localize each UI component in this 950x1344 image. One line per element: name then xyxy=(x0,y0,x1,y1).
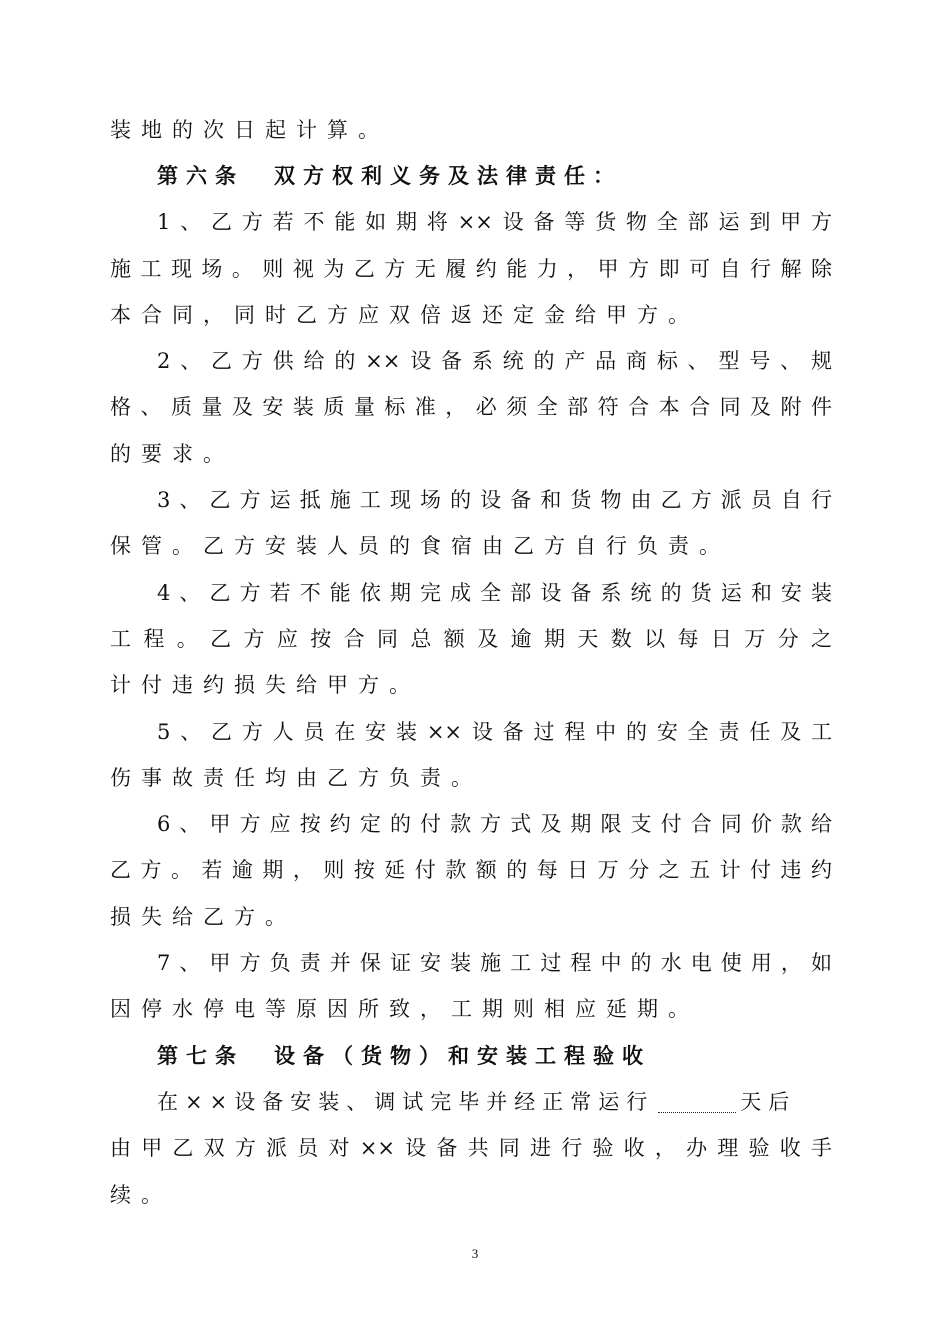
text-line: 的要求。 xyxy=(110,442,234,466)
text-line: 1、乙方若不能如期将××设备等货物全部运到甲方 xyxy=(157,210,832,234)
text-line: 本合同，同时乙方应双倍返还定金给甲方。 xyxy=(110,303,699,327)
page-number: 3 xyxy=(471,1246,479,1261)
article-number: 第六条 xyxy=(157,163,244,188)
text-line: 由甲乙双方派员对××设备共同进行验收，办理验收手 xyxy=(110,1136,832,1160)
text-line: 工程。乙方应按合同总额及逾期天数以每日万分之 xyxy=(110,627,832,651)
text-line: 6、甲方应按约定的付款方式及期限支付合同价款给 xyxy=(157,812,832,836)
text-line: 3、乙方运抵施工现场的设备和货物由乙方派员自行 xyxy=(157,488,832,512)
text-line: 7、甲方负责并保证安装施工过程中的水电使用，如 xyxy=(157,951,832,975)
text-line: 4、乙方若不能依期完成全部设备系统的货运和安装 xyxy=(157,581,832,605)
text-line: 格、质量及安装质量标准，必须全部符合本合同及附件 xyxy=(110,395,832,419)
acceptance-text-before: 在××设备安装、调试完毕并经正常运行 xyxy=(157,1090,655,1114)
article-title: 设备（货物）和安装工程验收 xyxy=(274,1043,651,1068)
text-line: 施工现场。则视为乙方无履约能力，甲方即可自行解除 xyxy=(110,257,832,281)
article-title: 双方权利义务及法律责任： xyxy=(274,163,622,188)
text-line: 保管。乙方安装人员的食宿由乙方自行负责。 xyxy=(110,534,730,558)
text-line: 损失给乙方。 xyxy=(110,905,296,929)
text-line: 伤事故责任均由乙方负责。 xyxy=(110,766,482,790)
fill-in-blank[interactable] xyxy=(658,1090,736,1113)
text-line: 2、乙方供给的××设备系统的产品商标、型号、规 xyxy=(157,349,832,373)
text-line: 乙方。若逾期，则按延付款额的每日万分之五计付违约 xyxy=(110,858,832,882)
text-line: 5、乙方人员在安装××设备过程中的安全责任及工 xyxy=(157,720,832,744)
text-line: 续。 xyxy=(110,1183,172,1207)
article-number: 第七条 xyxy=(157,1043,244,1068)
text-line: 装地的次日起计算。 xyxy=(110,118,389,142)
article-7-heading xyxy=(157,1039,832,1073)
acceptance-text-after: 天后 xyxy=(740,1090,797,1114)
text-line: 因停水停电等原因所致，工期则相应延期。 xyxy=(110,997,699,1021)
article-6-heading xyxy=(157,159,832,193)
acceptance-line xyxy=(157,1085,832,1119)
text-line: 计付违约损失给甲方。 xyxy=(110,673,420,697)
